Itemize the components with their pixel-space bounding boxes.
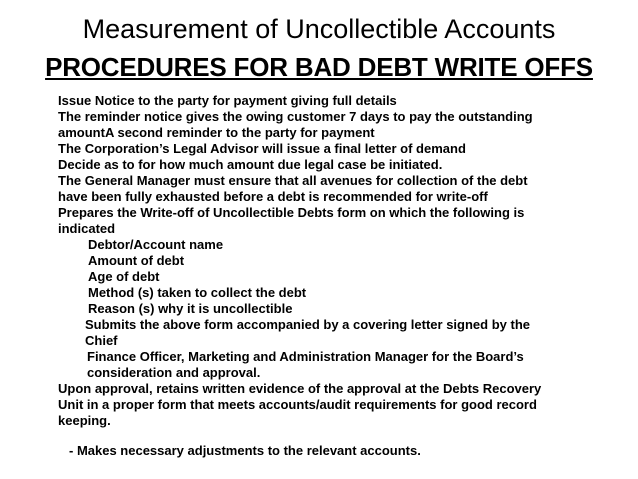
body-line: The reminder notice gives the owing customer 7 days to pay the outstanding <box>58 109 533 124</box>
body-line-dash-item: - Makes necessary adjustments to the relevant accounts. <box>69 443 421 458</box>
body-line: The Corporation’s Legal Advisor will issue a final letter of demand <box>58 141 466 156</box>
form-field-item: Debtor/Account name <box>88 237 224 252</box>
body-line: The General Manager must ensure that all avenues for collection of the debt <box>58 173 528 188</box>
body-line: indicated <box>58 221 116 236</box>
slide-subtitle: PROCEDURES FOR BAD DEBT WRITE OFFS <box>45 52 593 82</box>
slide-body <box>58 93 583 459</box>
body-line: Issue Notice to the party for payment giving full details <box>58 93 397 108</box>
body-line: keeping. <box>58 413 111 428</box>
body-line: Decide as to for how much amount due legal case be initiated. <box>58 157 443 172</box>
body-line: Upon approval, retains written evidence of the approval at the Debts Recovery <box>58 381 542 396</box>
form-field-item: Amount of debt <box>88 253 185 268</box>
form-field-item: Method (s) taken to collect the debt <box>88 285 307 300</box>
body-line: consideration and approval. <box>87 365 261 380</box>
body-line: Chief <box>85 333 118 348</box>
body-line: Prepares the Write-off of Uncollectible Debts form on which the following is <box>58 205 525 220</box>
form-field-item: Age of debt <box>88 269 160 284</box>
body-line: have been fully exhausted before a debt is recommended for write-off <box>58 189 488 204</box>
slide-title: Measurement of Uncollectible Accounts <box>82 14 556 44</box>
form-field-item: Reason (s) why it is uncollectible <box>88 301 293 316</box>
body-line: Finance Officer, Marketing and Administration Manager for the Board’s <box>87 349 524 364</box>
body-line: amountA second reminder to the party for payment <box>58 125 375 140</box>
body-line: Unit in a proper form that meets accounts/audit requirements for good record <box>58 397 537 412</box>
body-line: Submits the above form accompanied by a covering letter signed by the <box>85 317 530 332</box>
